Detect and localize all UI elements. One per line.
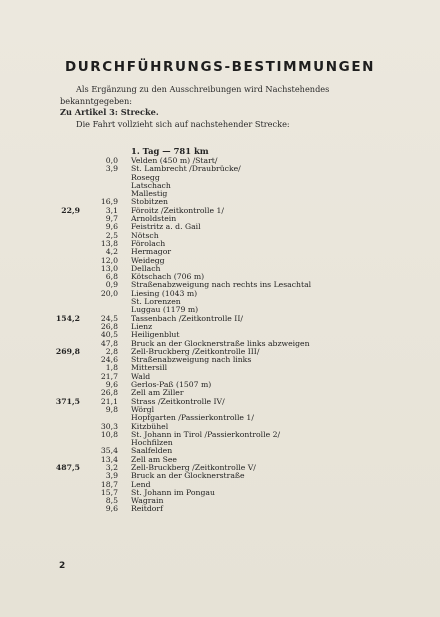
route-row [0, 298, 440, 306]
place-name: Zell-Bruckberg /Zeitkontrolle V/ [131, 462, 256, 472]
segment-km: 16,9 [100, 197, 118, 207]
route-row [0, 323, 440, 331]
route-row [0, 364, 440, 372]
place-name: Rosegg [131, 172, 160, 182]
segment-km: 0,0 [105, 156, 118, 165]
segment-km: 40,5 [100, 330, 118, 340]
route-day-heading: 1. Tag — 781 km [131, 146, 209, 156]
segment-km: 0,9 [105, 280, 118, 290]
segment-km: 10,8 [100, 429, 118, 439]
place-name: Hochfilzen [131, 438, 173, 448]
route-row [0, 265, 440, 273]
segment-km: 18,7 [100, 479, 118, 489]
place-name: Bruck an der Glocknerstraße [131, 471, 245, 481]
route-row [0, 414, 440, 422]
route-row [0, 431, 440, 439]
route-row [0, 281, 440, 289]
place-name: Weidegg [131, 255, 165, 265]
route-intro: Die Fahrt vollzieht sich auf nachstehender Strecke: [76, 118, 290, 129]
route-row [0, 398, 440, 406]
place-name: Velden (450 m) /Start/ [131, 156, 218, 165]
route-row [0, 489, 440, 497]
place-name: Förolach [131, 238, 166, 248]
segment-km: 2,5 [105, 230, 118, 240]
place-name: Saalfelden [131, 446, 173, 456]
place-name: St. Lambrecht /Draubrücke/ [131, 164, 241, 174]
segment-km: 21,1 [100, 396, 118, 406]
route-row [0, 481, 440, 489]
route-row [0, 207, 440, 215]
route-row [0, 174, 440, 182]
segment-km: 9,7 [105, 214, 118, 224]
route-row [0, 257, 440, 265]
place-name: Wagrain [131, 496, 164, 506]
segment-km: 15,7 [100, 487, 118, 497]
segment-km: 13,4 [100, 454, 118, 464]
route-row [0, 447, 440, 455]
place-name: Heiligenblut [131, 330, 180, 340]
place-name: St. Johann in Tirol /Passierkontrolle 2/ [131, 429, 281, 439]
segment-km: 1,8 [105, 363, 118, 373]
segment-km: 24,5 [100, 313, 118, 323]
place-name: Nötsch [131, 230, 159, 240]
segment-km: 47,8 [100, 338, 118, 348]
segment-km: 9,6 [105, 380, 118, 390]
segment-km: 2,8 [105, 346, 118, 356]
cumulative-km: 154,2 [55, 313, 80, 323]
place-name: Mittersill [131, 363, 168, 373]
route-row [0, 240, 440, 248]
place-name: Zell-Bruckberg /Zeitkontrolle III/ [131, 346, 260, 356]
place-name: Föroitz /Zeitkontrolle 1/ [131, 205, 224, 215]
route-row [0, 190, 440, 198]
place-name: Gerlos-Paß (1507 m) [131, 380, 212, 390]
place-name: Bruck an der Glocknerstraße links abzweigen [131, 338, 310, 348]
cumulative-km: 22,9 [61, 205, 80, 215]
segment-km: 20,0 [100, 288, 118, 298]
route-row [0, 223, 440, 231]
place-name: Latschach [131, 180, 171, 190]
route-row [0, 373, 440, 381]
segment-km: 3,2 [105, 462, 118, 472]
artikel-heading: Zu Artikel 3: Strecke. [60, 107, 159, 117]
intro-paragraph: Als Ergänzung zu den Ausschreibungen wird Nachstehendes bekanntgegeben: [60, 84, 330, 106]
place-name: Dellach [131, 263, 161, 273]
route-row [0, 439, 440, 447]
place-name: Stobitzen [131, 197, 169, 207]
segment-km: 9,6 [105, 504, 118, 514]
cumulative-km: 269,8 [55, 346, 80, 356]
route-row [0, 505, 440, 513]
route-table [0, 157, 440, 514]
place-name: Liesing (1043 m) [131, 288, 198, 298]
place-name: St. Johann im Pongau [131, 487, 215, 497]
place-name: Lienz [131, 321, 153, 331]
segment-km: 9,6 [105, 222, 118, 232]
place-name: Reitdorf [131, 504, 163, 514]
place-name: Hermagor [131, 247, 172, 257]
place-name: Straßenabzweigung nach rechts ins Lesachtal [131, 280, 312, 290]
segment-km: 35,4 [100, 446, 118, 456]
route-row [0, 248, 440, 256]
segment-km: 21,7 [100, 371, 118, 381]
place-name: Arnoldstein [131, 214, 177, 224]
place-name: St. Lorenzen [131, 297, 181, 307]
segment-km: 26,8 [100, 321, 118, 331]
segment-km: 26,8 [100, 388, 118, 398]
route-row [0, 290, 440, 298]
segment-km: 6,8 [105, 272, 118, 282]
cumulative-km: 371,5 [55, 396, 80, 406]
place-name: Tassenbach /Zeitkontrolle II/ [131, 313, 243, 323]
place-name: Kitzbühel [131, 421, 169, 431]
segment-km: 13,0 [100, 263, 118, 273]
route-row [0, 472, 440, 480]
place-name: Mallestig [131, 189, 168, 199]
place-name: Kötschach (706 m) [131, 272, 205, 282]
place-name: Zell am Ziller [131, 388, 184, 398]
intro-block [60, 84, 390, 130]
segment-km: 9,8 [105, 404, 118, 414]
segment-km: 24,6 [100, 355, 118, 365]
route-row [0, 315, 440, 323]
place-name: Luggau (1179 m) [131, 305, 199, 315]
place-name: Straßenabzweigung nach links [131, 355, 252, 365]
segment-km: 4,2 [105, 247, 118, 257]
route-row [0, 182, 440, 190]
segment-km: 3,1 [105, 205, 118, 215]
place-name: Feistritz a. d. Gail [131, 222, 201, 232]
place-name: Hopfgarten /Passierkontrolle 1/ [131, 413, 254, 423]
segment-km: 8,5 [105, 496, 118, 506]
route-row [0, 381, 440, 389]
segment-km: 13,8 [100, 238, 118, 248]
route-row [0, 497, 440, 505]
cumulative-km: 487,5 [55, 462, 80, 472]
place-name: Zell am See [131, 454, 177, 464]
place-name: Lend [131, 479, 151, 489]
segment-km: 30,3 [100, 421, 118, 431]
route-row [0, 215, 440, 223]
place-name: Wörgl [131, 404, 155, 414]
page-title: DURCHFÜHRUNGS-BESTIMMUNGEN [64, 59, 376, 75]
route-row [0, 165, 440, 173]
route-row [0, 356, 440, 364]
place-name: Wald [131, 371, 151, 381]
route-row [0, 232, 440, 240]
segment-km: 12,0 [100, 255, 118, 265]
segment-km: 3,9 [105, 471, 118, 481]
place-name: Strass /Zeitkontrolle IV/ [131, 396, 225, 406]
segment-km: 3,9 [105, 164, 118, 174]
page-number: 2 [59, 561, 66, 571]
